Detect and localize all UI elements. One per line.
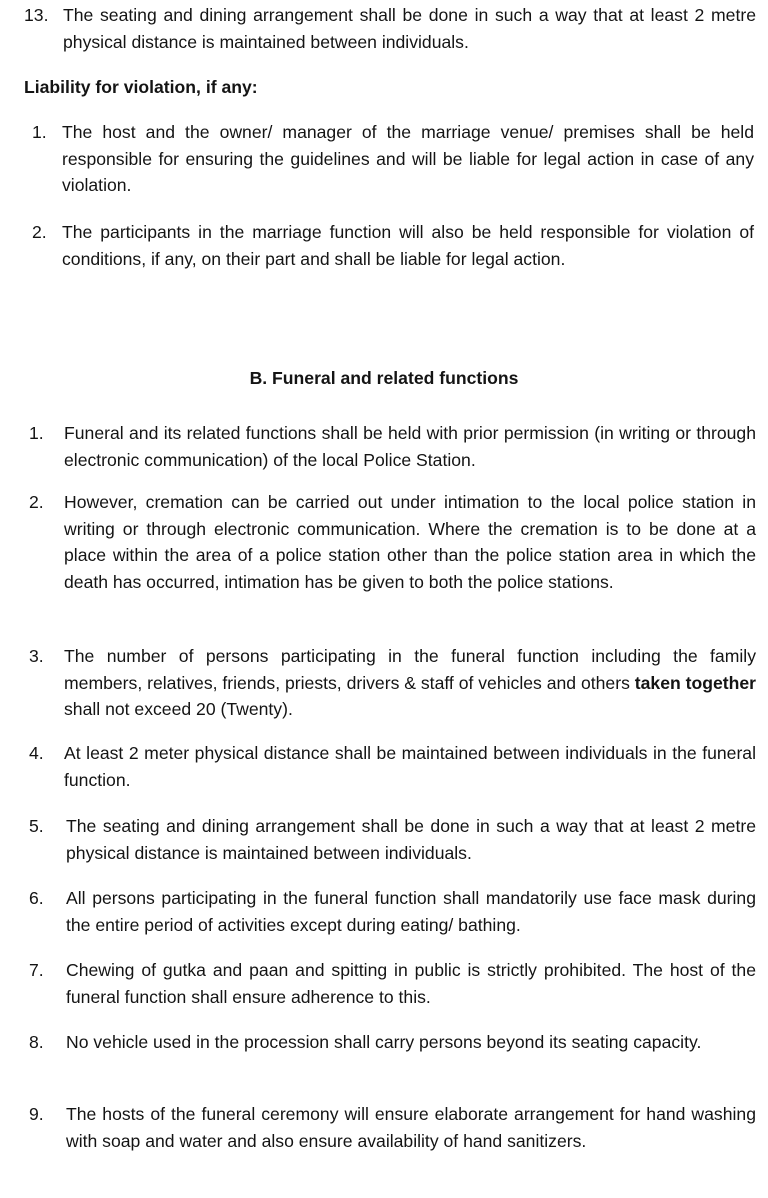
list-item-text: Chewing of gutka and paan and spitting in public is strictly prohibited. The host of the funeral function shall ensure adherence to this. — [66, 960, 756, 1007]
liability-heading: Liability for violation, if any: — [24, 77, 258, 97]
funeral-item-4 — [29, 740, 756, 793]
funeral-item-3 — [29, 643, 756, 723]
list-item-number: 7. — [29, 960, 44, 980]
funeral-item-6 — [29, 885, 756, 938]
list-item-number: 13. — [24, 5, 49, 25]
funeral-item-8 — [29, 1029, 756, 1056]
list-item-text: At least 2 meter physical distance shall be maintained between individuals in the funeral function. — [64, 743, 756, 790]
list-item-text: Funeral and its related functions shall be held with prior permission (in writing or through electronic communication) of the local Police Station. — [64, 423, 756, 470]
list-item-number: 6. — [29, 888, 44, 908]
list-item-text: The host and the owner/ manager of the marriage venue/ premises shall be held responsible for ensuring the guidelines and will be liable for legal action in case of any violation. — [62, 122, 754, 195]
list-item-number: 3. — [29, 646, 44, 666]
list-item-number: 9. — [29, 1104, 44, 1124]
list-item-number: 8. — [29, 1032, 44, 1052]
list-item-text: All persons participating in the funeral function shall mandatorily use face mask during the entire period of activities except during eating/ bathing. — [66, 888, 756, 935]
list-item-text: No vehicle used in the procession shall carry persons beyond its seating capacity. — [66, 1032, 702, 1052]
list-item-number: 1. — [29, 423, 44, 443]
funeral-item-9 — [29, 1101, 756, 1154]
list-item-text: The participants in the marriage function will also be held responsible for violation of conditions, if any, on their part and shall be liable for legal action. — [62, 222, 754, 269]
list-item-number: 1. — [32, 122, 47, 142]
list-item-13 — [24, 2, 756, 55]
list-item-text: The seating and dining arrangement shall be done in such a way that at least 2 metre physical distance is maintained between individuals. — [63, 5, 756, 52]
list-item-text: The hosts of the funeral ceremony will ensure elaborate arrangement for hand washing with soap and water and also ensure availability of hand sanitizers. — [66, 1104, 756, 1151]
funeral-item-1 — [29, 420, 756, 473]
list-item-text: However, cremation can be carried out under intimation to the local police station in writing or through electronic communication. Where the cremation is to be done at a place within the area of a police station other than the police station area in which the death has occurred, intimation has be given to both the police stations. — [64, 492, 756, 592]
list-item-number: 2. — [29, 492, 44, 512]
funeral-item-7 — [29, 957, 756, 1010]
list-item-number: 5. — [29, 816, 44, 836]
funeral-item-5 — [29, 813, 756, 866]
list-item-text: The number of persons participating in the funeral function including the family members, relatives, friends, priests, drivers & staff of vehicles and others taken together shall not exceed 20 (Twenty). — [64, 646, 756, 719]
list-item-number: 2. — [32, 222, 47, 242]
liability-item-2 — [32, 219, 754, 272]
emphasis-text: taken together — [634, 672, 756, 693]
list-item-text: The seating and dining arrangement shall be done in such a way that at least 2 metre physical distance is maintained between individuals. — [66, 816, 756, 863]
liability-item-1 — [32, 119, 754, 199]
list-item-number: 4. — [29, 743, 44, 763]
funeral-item-2 — [29, 489, 756, 595]
section-b-heading: B. Funeral and related functions — [249, 368, 519, 388]
